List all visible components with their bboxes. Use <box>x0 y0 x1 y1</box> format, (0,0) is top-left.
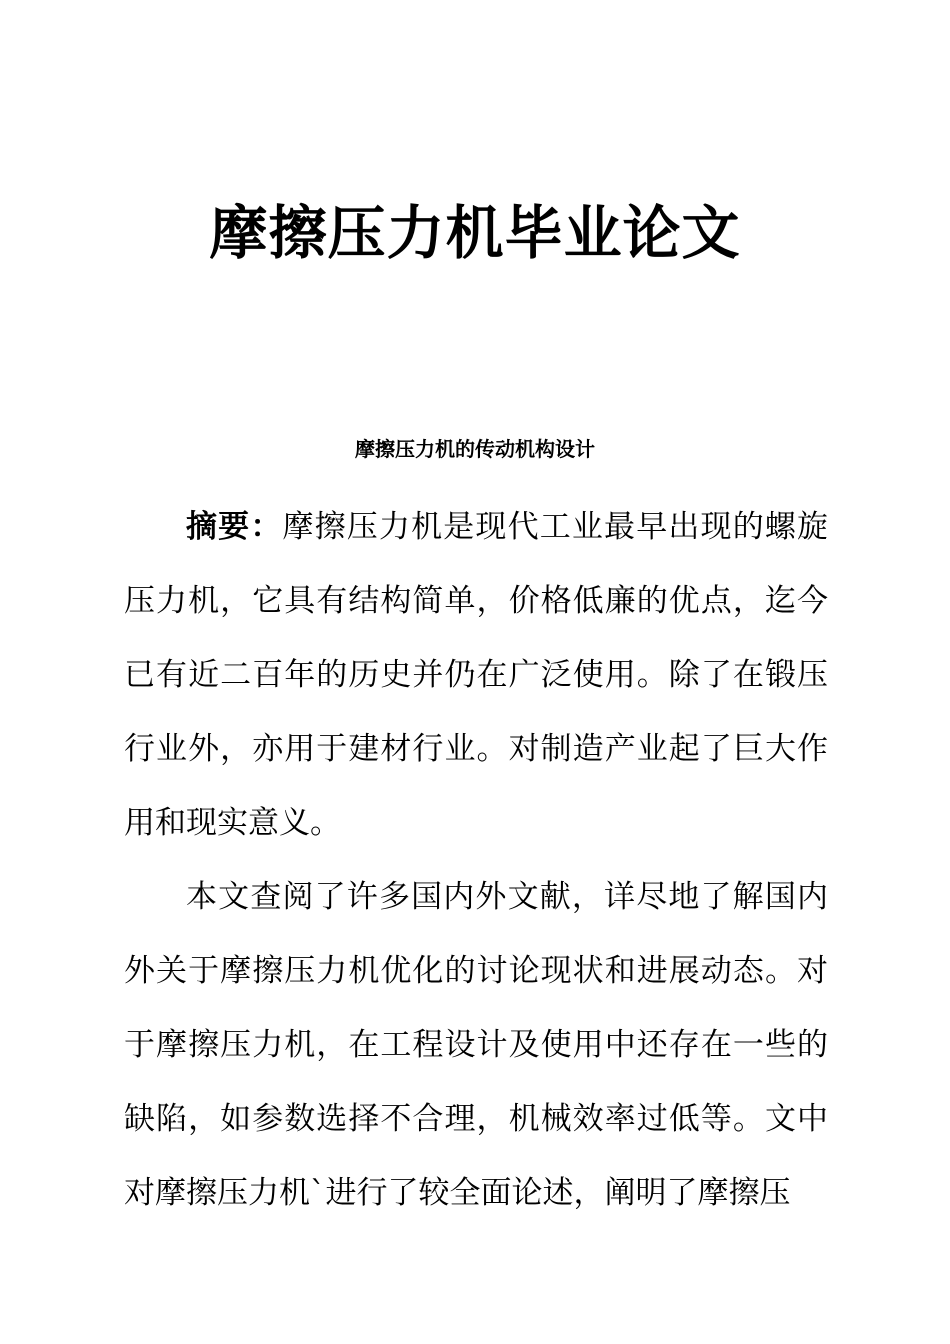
abstract-text: 摩擦压力机是现代工业最早出现的螺旋压力机，它具有结构简单，价格低廉的优点，迄今已有近二百年的历史并仍在广泛使用。除了在锻压行业外，亦用于建材行业。对制造产业起了巨大作用和现实意义。 <box>124 509 829 841</box>
abstract-paragraph <box>124 490 828 860</box>
document-body <box>124 490 828 1230</box>
page-title: 摩擦压力机毕业论文 <box>209 199 741 267</box>
abstract-label: 摘要： <box>186 509 283 545</box>
document-subtitle: 摩擦压力机的传动机构设计 <box>355 437 595 461</box>
body-paragraph-2: 本文查阅了许多国内外文献，详尽地了解国内外关于摩擦压力机优化的讨论现状和进展动态。对于摩擦压力机，在工程设计及使用中还存在一些的缺陷，如参数选择不合理，机械效率过低等。文中对摩擦压力机`进行了较全面论述，阐明了摩擦压 <box>124 879 828 1211</box>
